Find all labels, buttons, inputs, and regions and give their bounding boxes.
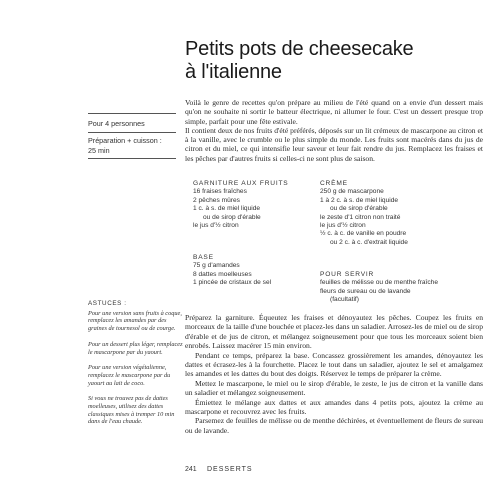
ingredient-item: feuilles de mélisse ou de menthe fraîche bbox=[320, 279, 439, 287]
tips bbox=[88, 300, 183, 434]
ingredient-item: le zeste d'1 citron non traité bbox=[320, 213, 401, 221]
ingredients-base bbox=[193, 254, 271, 288]
ingredient-heading: BASE bbox=[193, 254, 214, 261]
ingredient-item: ou de sirop d'érable bbox=[330, 205, 388, 213]
ingredient-item: 1 pincée de cristaux de sel bbox=[193, 279, 272, 287]
ingredient-item: 1 c. à s. de miel liquide bbox=[193, 205, 261, 213]
divider-top bbox=[88, 113, 176, 114]
divider-middle bbox=[88, 132, 176, 133]
ingredient-item: 8 dattes moelleuses bbox=[193, 270, 252, 278]
ingredients-garniture bbox=[193, 180, 289, 230]
instruction-step: Préparez la garniture. Équeutez les fraises et dénoyautez les pêches. Coupez les fruits en morceaux de la taille d'une bouchée et placez-les dans un saladier. Arrosez-les de miel ou de sirop d'érable et de jus de citron, et mélangez soigneusement pour que tous les morceaux soient bien enrobés. Laissez macérer 15 min environ. bbox=[185, 313, 483, 351]
page-number: 241 bbox=[185, 466, 197, 473]
divider-bottom bbox=[88, 158, 176, 159]
intro-text bbox=[185, 98, 483, 163]
ingredient-heading: GARNITURE AUX FRUITS bbox=[193, 180, 289, 187]
prep-time-value: 25 min bbox=[88, 146, 110, 155]
ingredient-item: fleurs de sureau ou de lavande bbox=[320, 287, 411, 295]
instruction-step: Parsemez de feuilles de mélisse ou de menthe déchirées, et éventuellement de fleurs de sureau ou de lavande. bbox=[185, 416, 483, 435]
ingredient-item: (facultatif) bbox=[330, 296, 359, 304]
ingredient-item: 2 pêches mûres bbox=[193, 196, 240, 204]
recipe-title-line-1: Petits pots de cheesecake bbox=[185, 38, 414, 60]
tip-item: Si vous ne trouvez pas de dattes moelleuses, utilisez des dattes classiques mises à tremper 10 min dans de l'eau chaude. bbox=[88, 395, 175, 426]
tip-item: Pour une version végétalienne, remplacez le mascarpone par du yaourt au lait de coco. bbox=[88, 364, 171, 387]
ingredients-servir bbox=[320, 271, 438, 305]
ingredient-item: ou de sirop d'érable bbox=[203, 213, 261, 221]
ingredient-heading: CRÈME bbox=[320, 180, 348, 187]
ingredient-item: le jus d'½ citron bbox=[193, 222, 239, 230]
section-name: DESSERTS bbox=[207, 466, 253, 473]
tip-item: Pour une version sans fruits à coque, remplacez les amandes par des graines de tournesol ou de courge. bbox=[88, 309, 182, 333]
recipe-title bbox=[185, 38, 485, 84]
intro-paragraph: Voilà le genre de recettes qu'on prépare au milieu de l'été quand on a envie d'un dessert mais qu'on ne souhaite ni sortir le batteur électrique, ni allumer le four. C'est un dessert presque trop simple, parfait pour une fête estivale. bbox=[185, 98, 483, 126]
ingredient-item: ½ c. à c. de vanille en poudre bbox=[320, 230, 407, 238]
servings: Pour 4 personnes bbox=[88, 119, 145, 128]
ingredient-item: 1 à 2 c. à s. de miel liquide bbox=[320, 196, 399, 204]
instruction-step: Émiettez le mélange aux dattes et aux amandes dans 4 petits pots, ajoutez la crème au mascarpone et recouvrez avec les fruits. bbox=[185, 397, 483, 417]
tips-heading: ASTUCES : bbox=[88, 300, 127, 307]
ingredients-creme bbox=[320, 180, 408, 247]
ingredient-item: le jus d'½ citron bbox=[320, 222, 366, 230]
instructions bbox=[185, 313, 483, 435]
ingredient-item: 16 fraises fraîches bbox=[193, 188, 247, 196]
instruction-step: Pendant ce temps, préparez la base. Concassez grossièrement les amandes, dénoyautez les dattes et écrasez-les à la fourchette. Placez le tout dans un saladier, ajoutez le sel et amalgamez les amandes et les dattes du bout des doigts. Réservez le temps de préparer la crème. bbox=[185, 350, 483, 379]
recipe-title-line-2: à l'italienne bbox=[185, 61, 282, 83]
ingredient-item: 250 g de mascarpone bbox=[320, 188, 384, 196]
intro-paragraph: Il contient deux de nos fruits d'été préférés, déposés sur un lit crémeux de mascarpone au citron et à la vanille, avec le crumble ou le plus simple du monde. Les fruits sont macérés dans du jus de citron et du miel, ce qui intensifie leur saveur et leur fait rendre du jus. Remplacez les fraises et les pêches par d'autres fruits si celles-ci ne sont plus de saison. bbox=[185, 125, 483, 163]
ingredient-item: ou 2 c. à c. d'extrait liquide bbox=[330, 238, 408, 246]
ingredient-heading: POUR SERVIR bbox=[320, 271, 375, 278]
prep-time-label: Préparation + cuisson : bbox=[88, 136, 162, 145]
tip-item: Pour un dessert plus léger, remplacez le mascarpone par du yaourt. bbox=[88, 340, 183, 356]
instruction-step: Mettez le mascarpone, le miel ou le sirop d'érable, le zeste, le jus de citron et la vanille dans un saladier et mélangez soigneusement. bbox=[185, 378, 483, 398]
ingredient-item: 75 g d'amandes bbox=[193, 262, 240, 270]
